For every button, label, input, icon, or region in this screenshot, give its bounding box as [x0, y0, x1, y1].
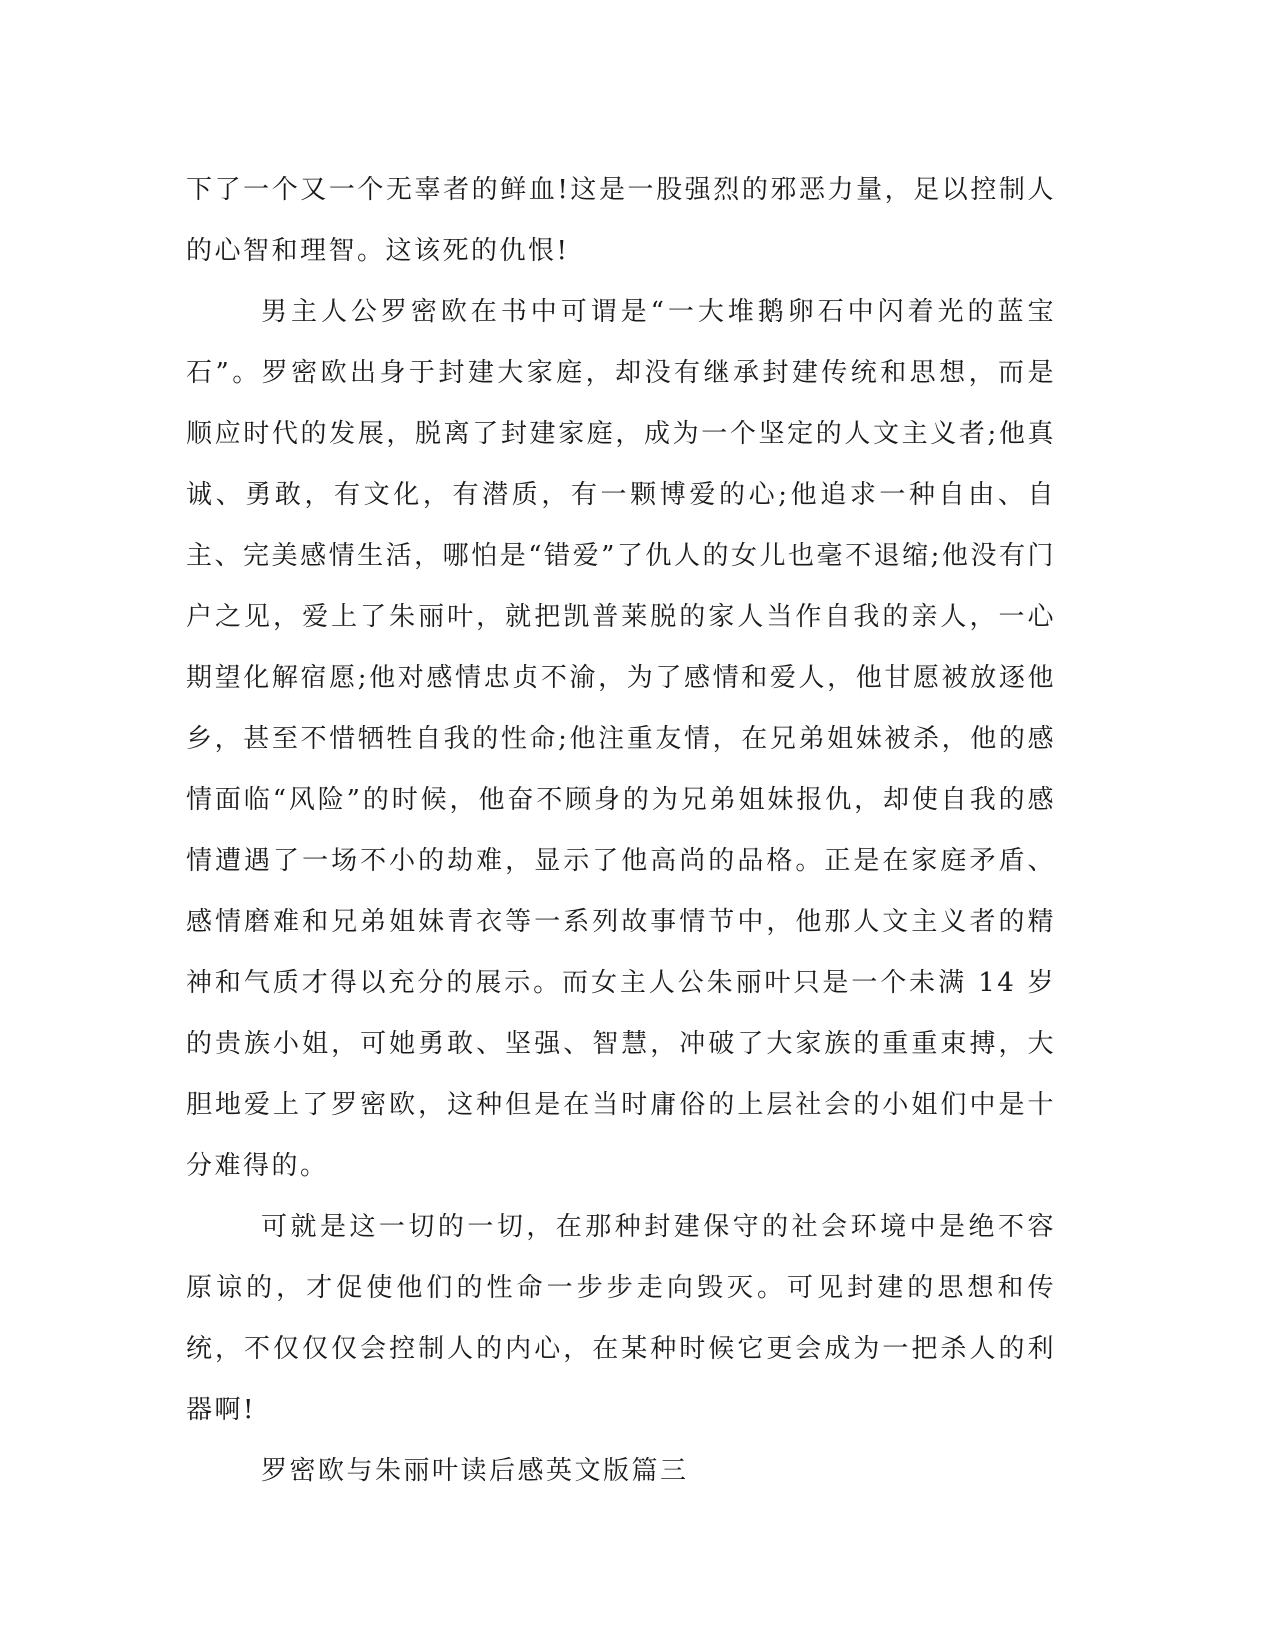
- paragraph-continuation: 下了一个又一个无辜者的鲜血!这是一股强烈的邪恶力量，足以控制人的心智和理智。这该死的仇恨!: [186, 175, 1056, 266]
- section-heading: 罗密欧与朱丽叶读后感英文版篇三: [261, 1456, 689, 1486]
- paragraph-romeo-character: 男主人公罗密欧在书中可谓是“一大堆鹅卵石中闪着光的蓝宝石”。罗密欧出身于封建大家庭，却没有继承封建传统和思想，而是顺应时代的发展，脱离了封建家庭，成为一个坚定的人文主义者;他真诚、勇敢，有文化，有潜质，有一颗博爱的心;他追求一种自由、自主、完美感情生活，哪怕是“错爱”了仇人的女儿也毫不退缩;他没有门户之见，爱上了朱丽叶，就把凯普莱脱的家人当作自我的亲人，一心期望化解宿愿;他对感情忠贞不渝，为了感情和爱人，他甘愿被放逐他乡，甚至不惜牺牲自我的性命;他注重友情，在兄弟姐妹被杀，他的感情面临“风险”的时候，他奋不顾身的为兄弟姐妹报仇，却使自我的感情遭遇了一场不小的劫难，显示了他高尚的品格。正是在家庭矛盾、感情磨难和兄弟姐妹青衣等一系列故事情节中，他那人文主义者的精神和气质才得以充分的展示。而女主人公朱丽叶只是一个未满 14 岁的贵族小姐，可她勇敢、坚强、智慧，冲破了大家族的重重束搏，大胆地爱上了罗密欧，这种但是在当时庸俗的上层社会的小姐们中是十分难得的。: [186, 297, 1056, 1181]
- paragraph-feudal-society: 可就是这一切的一切，在那种封建保守的社会环境中是绝不容原谅的，才促使他们的性命一步步走向毁灭。可见封建的思想和传统，不仅仅仅会控制人的内心，在某种时候它更会成为一把杀人的利器啊!: [186, 1212, 1056, 1425]
- document-body: [186, 160, 1056, 1502]
